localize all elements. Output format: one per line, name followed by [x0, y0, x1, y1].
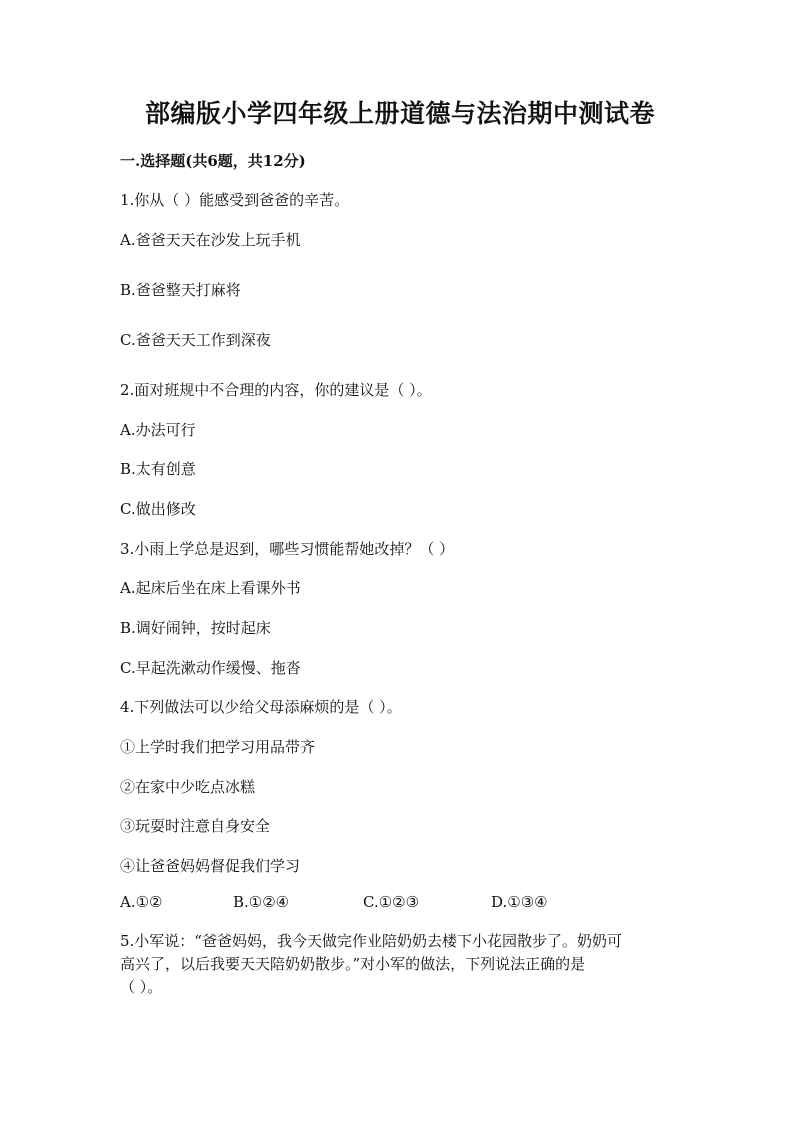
question-2-option-a[interactable]: A.办法可行 [120, 421, 196, 439]
question-3-option-c[interactable]: C.早起洗漱动作缓慢、拖沓 [120, 659, 301, 677]
question-4-item-4: ④让爸爸妈妈督促我们学习 [120, 857, 301, 875]
question-5-stem [120, 930, 680, 999]
section-heading: 一.选择题(共6题，共12分) [120, 152, 306, 170]
question-2-stem: 2.面对班规中不合理的内容，你的建议是（ ）。 [120, 381, 432, 399]
question-1-option-a[interactable]: A.爸爸天天在沙发上玩手机 [120, 231, 301, 249]
question-4-option-a[interactable]: A.①② [120, 893, 163, 911]
question-1-stem: 1.你从（ ）能感受到爸爸的辛苦。 [120, 191, 350, 209]
question-4-item-2: ②在家中少吃点冰糕 [120, 778, 256, 796]
question-5-line-2: 高兴了，以后我要天天陪奶奶散步。”对小军的做法，下列说法正确的是 [120, 955, 586, 973]
question-2-option-b[interactable]: B.太有创意 [120, 460, 196, 478]
question-1-option-b[interactable]: B.爸爸整天打麻将 [120, 281, 241, 299]
question-3-stem: 3.小雨上学总是迟到，哪些习惯能帮她改掉？（ ） [120, 540, 455, 558]
question-5-line-1: 5.小军说：“爸爸妈妈，我今天做完作业陪奶奶去楼下小花园散步了。奶奶可 [120, 932, 622, 950]
question-4-item-3: ③玩耍时注意自身安全 [120, 817, 271, 835]
question-3-option-b[interactable]: B.调好闹钟，按时起床 [120, 619, 271, 637]
question-4-option-d[interactable]: D.①③④ [491, 893, 548, 911]
question-2-option-c[interactable]: C.做出修改 [120, 500, 196, 518]
question-4-stem: 4.下列做法可以少给父母添麻烦的是（ ）。 [120, 698, 402, 716]
question-3-option-a[interactable]: A.起床后坐在床上看课外书 [120, 579, 301, 597]
question-1-option-c[interactable]: C.爸爸天天工作到深夜 [120, 331, 271, 349]
page-title: 部编版小学四年级上册道德与法治期中测试卷 [144, 99, 655, 128]
question-4-option-c[interactable]: C.①②③ [363, 893, 420, 911]
question-5-line-3: （ ）。 [120, 978, 163, 996]
question-4-option-b[interactable]: B.①②④ [233, 893, 290, 911]
question-4-item-1: ①上学时我们把学习用品带齐 [120, 738, 316, 756]
